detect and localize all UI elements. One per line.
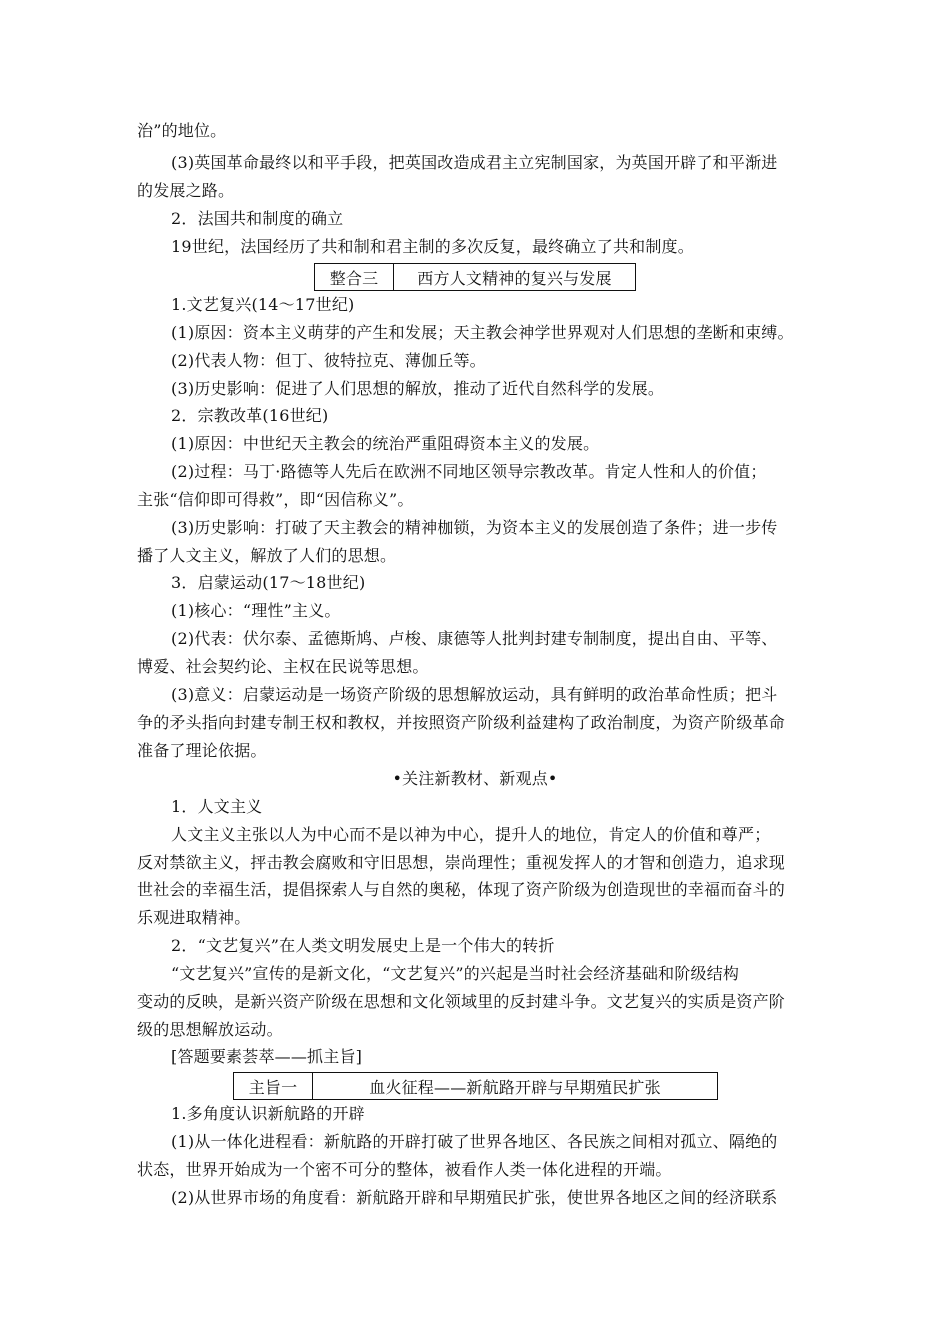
text-line: 变动的反映，是新兴资产阶级在思想和文化领域里的反封建斗争。文艺复兴的实质是资产阶 <box>137 992 786 1011</box>
text-line: “文艺复兴”宣传的是新文化，“文艺复兴”的兴起是当时社会经济基础和阶级结构 <box>171 964 740 983</box>
box-title: 西方人文精神的复兴与发展 <box>417 268 612 288</box>
text-line: (2)代表人物：但丁、彼特拉克、薄伽丘等。 <box>171 351 486 370</box>
section-heading: 2．宗教改革(16世纪) <box>171 406 329 425</box>
centered-heading: •关注新教材、新观点• <box>392 769 558 788</box>
text-line: 博爱、社会契约论、主权在民说等思想。 <box>137 657 429 676</box>
section-heading: 2．“文艺复兴”在人类文明发展史上是一个伟大的转折 <box>171 936 555 955</box>
section-heading: 1．人文主义 <box>171 797 263 816</box>
box-label: 主旨一 <box>234 1073 313 1099</box>
text-line: 19世纪，法国经历了共和制和君主制的多次反复，最终确立了共和制度。 <box>171 237 694 256</box>
text-line: 准备了理论依据。 <box>137 741 267 760</box>
text-line: 级的思想解放运动。 <box>137 1020 283 1039</box>
text-line: 播了人文主义，解放了人们的思想。 <box>137 546 397 565</box>
section-box-theme-1 <box>233 1072 718 1100</box>
text-line: (3)历史影响：打破了天主教会的精神枷锁，为资本主义的发展创造了条件；进一步传 <box>171 518 778 537</box>
text-line: 状态，世界开始成为一个密不可分的整体，被看作人类一体化进程的开端。 <box>137 1160 672 1179</box>
text-line: 主张“信仰即可得救”，即“因信称义”。 <box>137 490 414 509</box>
text-line: (1)原因：中世纪天主教会的统治严重阻碍资本主义的发展。 <box>171 434 600 453</box>
text-line: 的发展之路。 <box>137 181 235 200</box>
text-line: (2)从世界市场的角度看：新航路开辟和早期殖民扩张，使世界各地区之间的经济联系 <box>171 1188 778 1207</box>
text-line: (1)原因：资本主义萌芽的产生和发展；天主教会神学世界观对人们思想的垄断和束缚。 <box>171 323 794 342</box>
text-line: (2)代表：伏尔泰、孟德斯鸠、卢梭、康德等人批判封建专制制度，提出自由、平等、 <box>171 629 778 648</box>
section-heading: 3．启蒙运动(17～18世纪) <box>171 573 366 592</box>
text-line: 乐观进取精神。 <box>137 908 251 927</box>
text-line: 世社会的幸福生活，提倡探索人与自然的奥秘，体现了资产阶级为创造现世的幸福而奋斗的 <box>137 880 786 899</box>
section-box-integration-3 <box>314 263 636 291</box>
text-line: (3)历史影响：促进了人们思想的解放，推动了近代自然科学的发展。 <box>171 379 665 398</box>
bracket-heading: [答题要素荟萃——抓主旨] <box>171 1047 363 1066</box>
text-line: 治”的地位。 <box>137 121 227 140</box>
text-line: (3)英国革命最终以和平手段，把英国改造成君主立宪制国家，为英国开辟了和平渐进 <box>171 153 778 172</box>
box-title: 血火征程——新航路开辟与早期殖民扩张 <box>369 1077 661 1097</box>
text-line: (3)意义：启蒙运动是一场资产阶级的思想解放运动，具有鲜明的政治革命性质；把斗 <box>171 685 778 704</box>
text-line: 争的矛头指向封建专制王权和教权，并按照资产阶级利益建构了政治制度，为资产阶级革命 <box>137 713 786 732</box>
section-heading: 2．法国共和制度的确立 <box>171 209 344 228</box>
text-line: (1)从一体化进程看：新航路的开辟打破了世界各地区、各民族之间相对孤立、隔绝的 <box>171 1132 778 1151</box>
text-line: 人文主义主张以人为中心而不是以神为中心，提升人的地位，肯定人的价值和尊严； <box>171 825 771 844</box>
section-heading: 1.多角度认识新航路的开辟 <box>171 1104 365 1123</box>
text-line: (1)核心：“理性”主义。 <box>171 601 341 620</box>
section-heading: 1.文艺复兴(14～17世纪) <box>171 295 355 314</box>
text-line: 反对禁欲主义，抨击教会腐败和守旧思想，崇尚理性；重视发挥人的才智和创造力，追求现 <box>137 853 786 872</box>
text-line: (2)过程：马丁·路德等人先后在欧洲不同地区领导宗教改革。肯定人性和人的价值； <box>171 462 767 481</box>
box-label: 整合三 <box>315 264 394 290</box>
